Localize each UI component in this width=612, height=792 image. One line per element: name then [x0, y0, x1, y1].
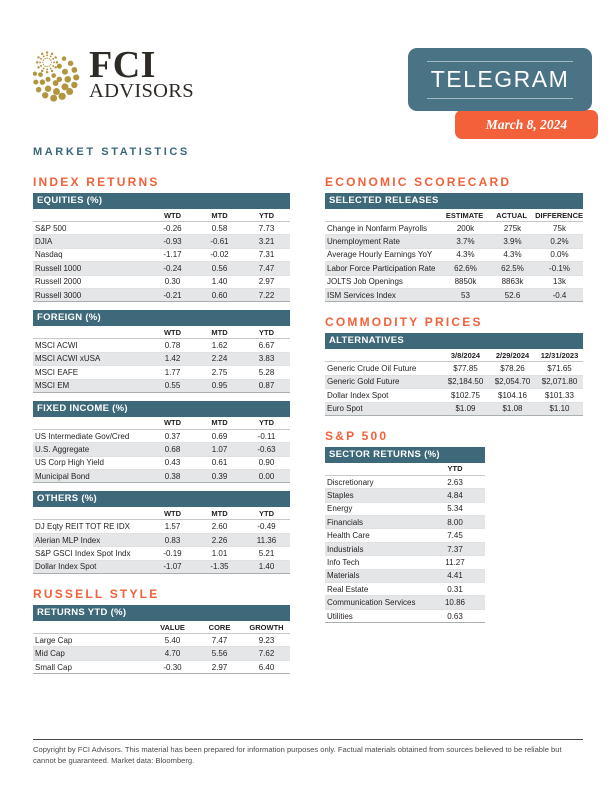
telegram-title: TELEGRAM	[430, 65, 570, 92]
row-value: 0.83	[164, 535, 181, 545]
row-value: 0.55	[164, 381, 181, 391]
table-header-bar: RETURNS YTD (%)	[33, 605, 290, 621]
row-value: -0.24	[163, 263, 182, 273]
row-value: 3.9%	[503, 237, 522, 247]
table-row	[33, 457, 290, 470]
row-label: DJIA	[35, 237, 53, 247]
row-value: 4.41	[447, 571, 463, 581]
row-value: 10.86	[444, 598, 466, 608]
row-value: -0.4	[552, 290, 567, 300]
page-title: MARKET STATISTICS	[33, 146, 190, 158]
column-header: YTD	[259, 327, 274, 337]
column-header: WTD	[163, 327, 182, 337]
row-value: 200k	[456, 223, 475, 233]
table-row	[325, 529, 485, 542]
table-fixed-income	[33, 401, 290, 484]
row-value: 4.84	[447, 490, 463, 500]
row-value: 2.24	[211, 354, 228, 364]
row-value: $2,184.50	[447, 377, 484, 387]
row-label: Dollar Index Spot	[35, 562, 97, 572]
table-row	[325, 596, 485, 609]
fci-advisors-logo	[33, 44, 194, 103]
table-returns-ytd	[33, 605, 290, 674]
row-value: 8850k	[454, 277, 477, 287]
row-value: -0.49	[257, 522, 276, 532]
row-value: 1.07	[211, 444, 228, 454]
telegram-badge	[408, 48, 592, 111]
row-value: 1.62	[211, 341, 228, 351]
row-label: Change in Nonfarm Payrolls	[327, 223, 428, 233]
row-value: 0.58	[211, 223, 228, 233]
table-row	[33, 289, 290, 301]
table-header-bar: FIXED INCOME (%)	[33, 401, 290, 417]
row-label: MSCI ACWI	[35, 341, 78, 351]
row-label: Financials	[327, 517, 364, 527]
row-label: Unemployment Rate	[327, 237, 400, 247]
row-value: 1.40	[258, 562, 275, 572]
row-label: JOLTS Job Openings	[327, 277, 403, 287]
row-value: 0.61	[211, 458, 228, 468]
table-row	[325, 376, 583, 389]
table-row	[325, 476, 485, 489]
table-row	[325, 276, 583, 289]
row-value: 5.40	[164, 635, 181, 645]
table-row	[33, 380, 290, 392]
row-label: Energy	[327, 504, 353, 514]
logo-text-fci: FCI	[89, 44, 156, 86]
row-value: 0.68	[164, 444, 181, 454]
row-label: Alerian MLP Index	[35, 535, 101, 545]
table-row	[33, 430, 290, 443]
table-row	[33, 235, 290, 248]
row-value: 62.6%	[454, 263, 477, 273]
row-value: 1.42	[164, 354, 181, 364]
column-header: 12/31/2023	[540, 350, 579, 360]
row-value: 6.40	[258, 662, 275, 672]
row-label: DJ Eqty REIT TOT RE IDX	[35, 522, 130, 532]
row-value: 0.78	[164, 341, 181, 351]
table-row	[33, 547, 290, 560]
row-value: 4.3%	[456, 250, 475, 260]
row-value: 1.77	[164, 367, 181, 377]
row-value: 11.27	[445, 557, 465, 567]
section-title: S&P 500	[325, 428, 389, 443]
column-header: WTD	[163, 210, 182, 220]
row-value: 3.21	[258, 237, 275, 247]
table-column-headers	[325, 209, 583, 222]
table-header-bar: FOREIGN (%)	[33, 310, 290, 326]
row-value: 13k	[553, 277, 566, 287]
column-header: YTD	[259, 508, 274, 518]
row-value: 7.22	[258, 290, 275, 300]
row-label: Euro Spot	[327, 404, 363, 414]
row-value: -0.30	[163, 662, 182, 672]
row-label: Communication Services	[327, 598, 416, 608]
table-header-bar: SECTOR RETURNS (%)	[325, 447, 485, 463]
row-value: 5.56	[211, 649, 228, 659]
section-russell-style	[33, 588, 290, 674]
row-label: Utilities	[327, 611, 353, 621]
row-label: Mid Cap	[35, 649, 65, 659]
table-row	[33, 339, 290, 352]
row-value: 7.73	[258, 223, 275, 233]
row-value: 0.90	[258, 458, 275, 468]
column-header: YTD	[259, 418, 274, 428]
row-label: S&P GSCI Index Spot Indx	[35, 548, 131, 558]
column-header: YTD	[447, 464, 463, 474]
row-label: Health Care	[327, 531, 370, 541]
row-label: Labor Force Participation Rate	[327, 263, 436, 273]
table-row	[33, 353, 290, 366]
row-value: 5.21	[258, 548, 275, 558]
row-value: $1.08	[502, 404, 523, 414]
table-row	[325, 556, 485, 569]
row-value: $101.33	[545, 390, 574, 400]
row-value: 1.40	[211, 277, 228, 287]
table-row	[325, 583, 485, 596]
section-title: INDEX RETURNS	[33, 175, 160, 189]
row-value: $71.65	[547, 364, 572, 374]
row-value: 0.2%	[550, 237, 569, 247]
row-value: 75k	[553, 223, 566, 233]
row-label: Discretionary	[327, 477, 374, 487]
column-header: CORE	[208, 622, 231, 632]
row-value: $78.26	[500, 364, 525, 374]
row-value: -0.19	[163, 548, 182, 558]
row-label: U.S. Aggregate	[35, 444, 90, 454]
table-row	[33, 470, 290, 482]
row-value: $2,071.80	[541, 377, 578, 387]
table-row	[325, 516, 485, 529]
row-label: Average Hourly Earnings YoY	[327, 250, 433, 260]
row-value: 0.37	[164, 431, 181, 441]
row-value: 1.57	[164, 522, 181, 532]
table-row	[33, 534, 290, 547]
table-row	[33, 647, 290, 660]
logo-text-advisors: ADVISORS	[89, 80, 194, 102]
row-value: 0.30	[164, 277, 181, 287]
row-label: Russell 1000	[35, 263, 82, 273]
table-header-bar: OTHERS (%)	[33, 491, 290, 507]
row-value: 7.37	[447, 544, 463, 554]
row-value: 4.3%	[503, 250, 522, 260]
row-label: US Intermediate Gov/Cred	[35, 431, 130, 441]
row-value: 11.36	[256, 535, 277, 545]
row-value: $104.16	[498, 390, 527, 400]
column-header: MTD	[211, 210, 228, 220]
table-column-headers	[33, 507, 290, 520]
column-header: MTD	[211, 418, 228, 428]
column-header: MTD	[211, 327, 228, 337]
section-economic-scorecard	[325, 176, 583, 302]
table-row	[33, 366, 290, 379]
table-header-bar: SELECTED RELEASES	[325, 193, 583, 209]
row-value: -0.1%	[549, 263, 570, 273]
table-row	[325, 222, 583, 235]
row-value: -1.17	[163, 250, 182, 260]
row-value: -0.21	[163, 290, 182, 300]
row-label: Dollar Index Spot	[327, 390, 389, 400]
row-value: 0.69	[211, 431, 228, 441]
row-value: 7.62	[258, 649, 275, 659]
row-value: -0.02	[210, 250, 229, 260]
table-column-headers	[325, 349, 583, 362]
row-value: 0.56	[211, 263, 228, 273]
table-column-headers	[33, 209, 290, 222]
row-value: $2,054.70	[494, 377, 531, 387]
row-value: 6.67	[258, 341, 275, 351]
row-value: 62.5%	[501, 263, 524, 273]
table-row	[33, 661, 290, 673]
table-column-headers	[33, 621, 290, 634]
table-row	[325, 235, 583, 248]
row-value: 1.01	[211, 548, 228, 558]
column-header: WTD	[163, 418, 182, 428]
row-label: Large Cap	[35, 635, 73, 645]
row-label: S&P 500	[35, 223, 67, 233]
row-label: Municipal Bond	[35, 471, 90, 481]
table-sector-returns	[325, 447, 485, 623]
row-label: ISM Services Index	[327, 290, 396, 300]
left-column	[33, 176, 290, 674]
row-value: $102.75	[451, 390, 480, 400]
table-row	[325, 610, 485, 622]
column-header: ESTIMATE	[445, 210, 484, 220]
issue-date: March 8, 2024	[485, 116, 568, 132]
table-row	[325, 503, 485, 516]
row-label: Russell 2000	[35, 277, 82, 287]
row-value: 3.7%	[456, 237, 475, 247]
table-alternatives	[325, 333, 583, 416]
row-value: 8863k	[501, 277, 524, 287]
row-value: 52.6	[504, 290, 521, 300]
right-column	[325, 176, 583, 674]
copyright-disclaimer: Copyright by FCI Advisors. This material has been prepared for information purposes only. Factual materials obtained from sources believed to be reliable but cannot be guaranteed. Market data: Bloomberg.	[33, 745, 562, 766]
row-value: 0.95	[211, 381, 228, 391]
row-label: MSCI ACWI xUSA	[35, 354, 101, 364]
table-row	[325, 403, 583, 415]
table-column-headers	[33, 417, 290, 430]
table-row	[325, 289, 583, 301]
row-value: 2.26	[211, 535, 228, 545]
row-value: 9.23	[258, 635, 275, 645]
section-title: RUSSELL STYLE	[33, 587, 160, 602]
row-label: Generic Crude Oil Future	[327, 364, 417, 374]
row-value: 2.75	[211, 367, 228, 377]
row-value: 0.31	[447, 584, 463, 594]
table-row	[33, 634, 290, 647]
row-value: 0.39	[211, 471, 228, 481]
row-value: -0.26	[163, 223, 182, 233]
column-header: DIFFERENCE	[535, 210, 583, 220]
row-value: $1.09	[455, 404, 476, 414]
row-value: 7.31	[258, 250, 275, 260]
table-row	[33, 520, 290, 533]
row-value: 7.45	[447, 531, 463, 541]
logo-wordmark	[89, 44, 194, 102]
row-value: -0.93	[163, 237, 182, 247]
column-header: 2/29/2024	[495, 350, 530, 360]
row-value: 0.63	[447, 611, 463, 621]
row-label: Info Tech	[327, 557, 360, 567]
column-header: WTD	[163, 508, 182, 518]
row-value: 2.97	[258, 277, 275, 287]
row-value: 3.83	[258, 354, 275, 364]
row-value: 5.28	[258, 367, 275, 377]
row-label: Small Cap	[35, 662, 72, 672]
row-label: Russell 3000	[35, 290, 82, 300]
table-row	[325, 262, 583, 275]
date-ribbon	[455, 110, 598, 139]
row-label: Real Estate	[327, 584, 369, 594]
row-value: 53	[461, 290, 470, 300]
table-row	[33, 249, 290, 262]
row-label: US Corp High Yield	[35, 458, 104, 468]
column-header: VALUE	[160, 622, 185, 632]
row-label: Nasdaq	[35, 250, 63, 260]
row-label: MSCI EAFE	[35, 367, 79, 377]
row-value: 275k	[503, 223, 522, 233]
table-foreign	[33, 310, 290, 393]
telegram-badge-inner	[408, 61, 592, 99]
table-selected-releases	[325, 193, 583, 302]
table-row	[33, 262, 290, 275]
section-commodity-prices	[325, 316, 583, 416]
table-row	[325, 249, 583, 262]
row-label: MSCI EM	[35, 381, 70, 391]
row-label: Materials	[327, 571, 360, 581]
table-row	[325, 489, 485, 502]
row-value: $1.10	[549, 404, 570, 414]
section-s-p-500	[325, 430, 583, 623]
table-row	[325, 570, 485, 583]
row-label: Staples	[327, 490, 354, 500]
row-value: 0.00	[258, 471, 275, 481]
row-value: -0.63	[257, 444, 276, 454]
table-row	[325, 543, 485, 556]
table-equities	[33, 193, 290, 302]
page-header	[33, 0, 583, 146]
section-index-returns	[33, 176, 290, 574]
row-value: 0.43	[164, 458, 181, 468]
section-title: ECONOMIC SCORECARD	[325, 175, 512, 189]
table-row	[325, 362, 583, 375]
column-header: YTD	[259, 210, 274, 220]
section-title: COMMODITY PRICES	[325, 315, 483, 330]
row-label: Generic Gold Future	[327, 377, 400, 387]
row-value: 5.34	[447, 504, 463, 514]
table-header-bar: ALTERNATIVES	[325, 333, 583, 349]
row-value: -1.07	[163, 562, 182, 572]
row-value: 7.47	[258, 263, 275, 273]
row-value: 2.63	[447, 477, 463, 487]
table-header-bar: EQUITIES (%)	[33, 193, 290, 209]
row-value: 8.00	[447, 517, 463, 527]
row-value: 7.47	[211, 635, 228, 645]
row-value: 0.0%	[550, 250, 569, 260]
row-value: -0.61	[210, 237, 229, 247]
row-value: 2.97	[211, 662, 228, 672]
row-label: Industrials	[327, 544, 364, 554]
column-header: ACTUAL	[496, 210, 527, 220]
page-footer	[33, 739, 583, 767]
column-header: 3/8/2024	[450, 350, 481, 360]
globe-dots-icon	[33, 50, 80, 103]
row-value: 4.70	[164, 649, 181, 659]
table-row	[33, 443, 290, 456]
row-value: 0.87	[258, 381, 275, 391]
column-header: GROWTH	[249, 622, 284, 632]
table-row	[325, 389, 583, 402]
table-row	[33, 276, 290, 289]
badge-rule-bottom	[427, 98, 573, 99]
table-row	[33, 222, 290, 235]
row-value: 0.60	[211, 290, 228, 300]
row-value: -0.11	[257, 431, 276, 441]
row-value: $77.85	[453, 364, 478, 374]
row-value: 2.60	[211, 522, 228, 532]
table-column-headers	[325, 463, 485, 476]
table-column-headers	[33, 326, 290, 339]
table-row	[33, 561, 290, 573]
column-header: MTD	[211, 508, 228, 518]
table-others	[33, 491, 290, 574]
row-value: 0.38	[164, 471, 181, 481]
row-value: -1.35	[210, 562, 229, 572]
content-columns	[33, 176, 583, 674]
